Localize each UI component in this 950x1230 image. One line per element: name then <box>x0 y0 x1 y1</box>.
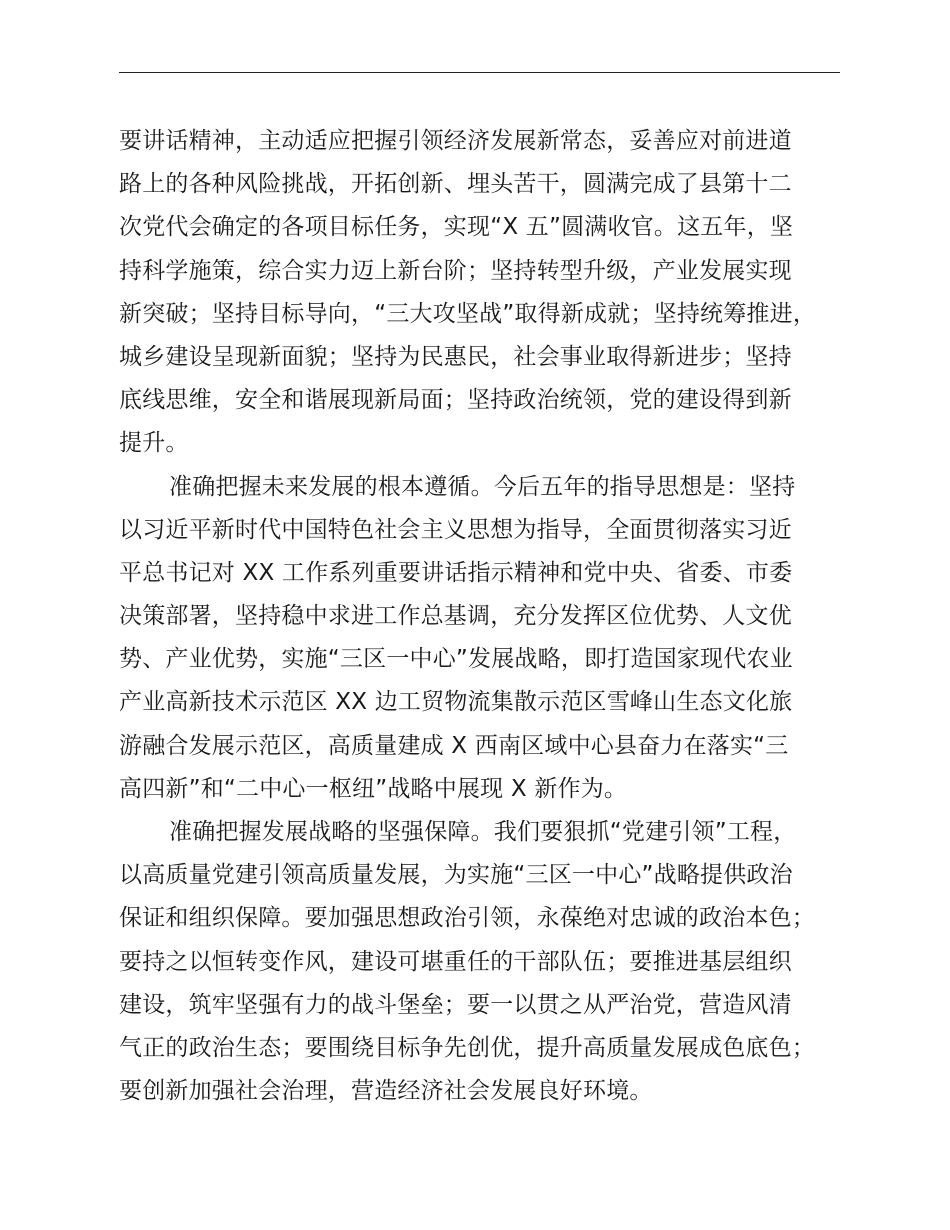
text-line: 势、产业优势，实施“三区一中心”发展战略，即打造国家现代农业 <box>119 646 793 673</box>
text-line: 要创新加强社会治理，营造经济社会发展良好环境。 <box>119 1078 653 1105</box>
text-line: 准确把握未来发展的根本遵循。今后五年的指导思想是：坚持 <box>169 473 796 500</box>
text-line: 要持之以恒转变作风，建设可堪重任的干部队伍；要推进基层组织 <box>119 948 792 975</box>
text-line: 以高质量党建引领高质量发展，为实施“三区一中心”战略提供政治 <box>119 862 793 889</box>
text-line: 决策部署，坚持稳中求进工作总基调，充分发挥区位优势、人文优 <box>119 603 792 630</box>
text-line: 保证和组织保障。要加强思想政治引领，永葆绝对忠诚的政治本色； <box>119 905 815 932</box>
text-line: 新突破；坚持目标导向，“三大攻坚战”取得新成就；坚持统筹推进， <box>119 300 817 327</box>
text-line: 建设，筑牢坚强有力的战斗堡垒；要一以贯之从严治党，营造风清 <box>119 991 792 1018</box>
text-line: 路上的各种风险挑战，开拓创新、埋头苦干，圆满完成了县第十二 <box>119 171 792 198</box>
paragraph-3 <box>119 811 869 1113</box>
text-line: 以习近平新时代中国特色社会主义思想为指导，全面贯彻落实习近 <box>119 516 792 543</box>
text-line: 平总书记对 XX 工作系列重要讲话指示精神和党中央、省委、市委 <box>119 559 793 586</box>
text-line: 游融合发展示范区，高质量建成 X 西南区域中心县奋力在落实“三 <box>119 732 789 759</box>
paragraph-2 <box>119 466 869 812</box>
text-line: 提升。 <box>119 430 189 457</box>
text-line: 高四新”和“二中心一枢纽”战略中展现 X 新作为。 <box>119 775 628 802</box>
text-line: 要讲话精神，主动适应把握引领经济发展新常态，妥善应对前进道 <box>119 128 792 154</box>
document-body <box>119 120 869 1113</box>
text-line: 次党代会确定的各项目标任务，实现“X 五”圆满收官。这五年，坚 <box>119 214 794 241</box>
paragraph-1 <box>119 120 869 466</box>
text-line: 气正的政治生态；要围绕目标争先创优，提升高质量发展成色底色； <box>119 1034 815 1061</box>
text-line: 准确把握发展战略的坚强保障。我们要狠抓“党建引领”工程， <box>169 819 797 845</box>
text-line: 持科学施策，综合实力迈上新台阶；坚持转型升级，产业发展实现 <box>119 257 792 284</box>
text-line: 城乡建设呈现新面貌；坚持为民惠民，社会事业取得新进步；坚持 <box>119 343 792 370</box>
text-line: 产业高新技术示范区 XX 边工贸物流集散示范区雪峰山生态文化旅 <box>119 689 793 716</box>
header-rule <box>119 72 840 73</box>
text-line: 底线思维，安全和谐展现新局面；坚持政治统领，党的建设得到新 <box>119 387 792 414</box>
